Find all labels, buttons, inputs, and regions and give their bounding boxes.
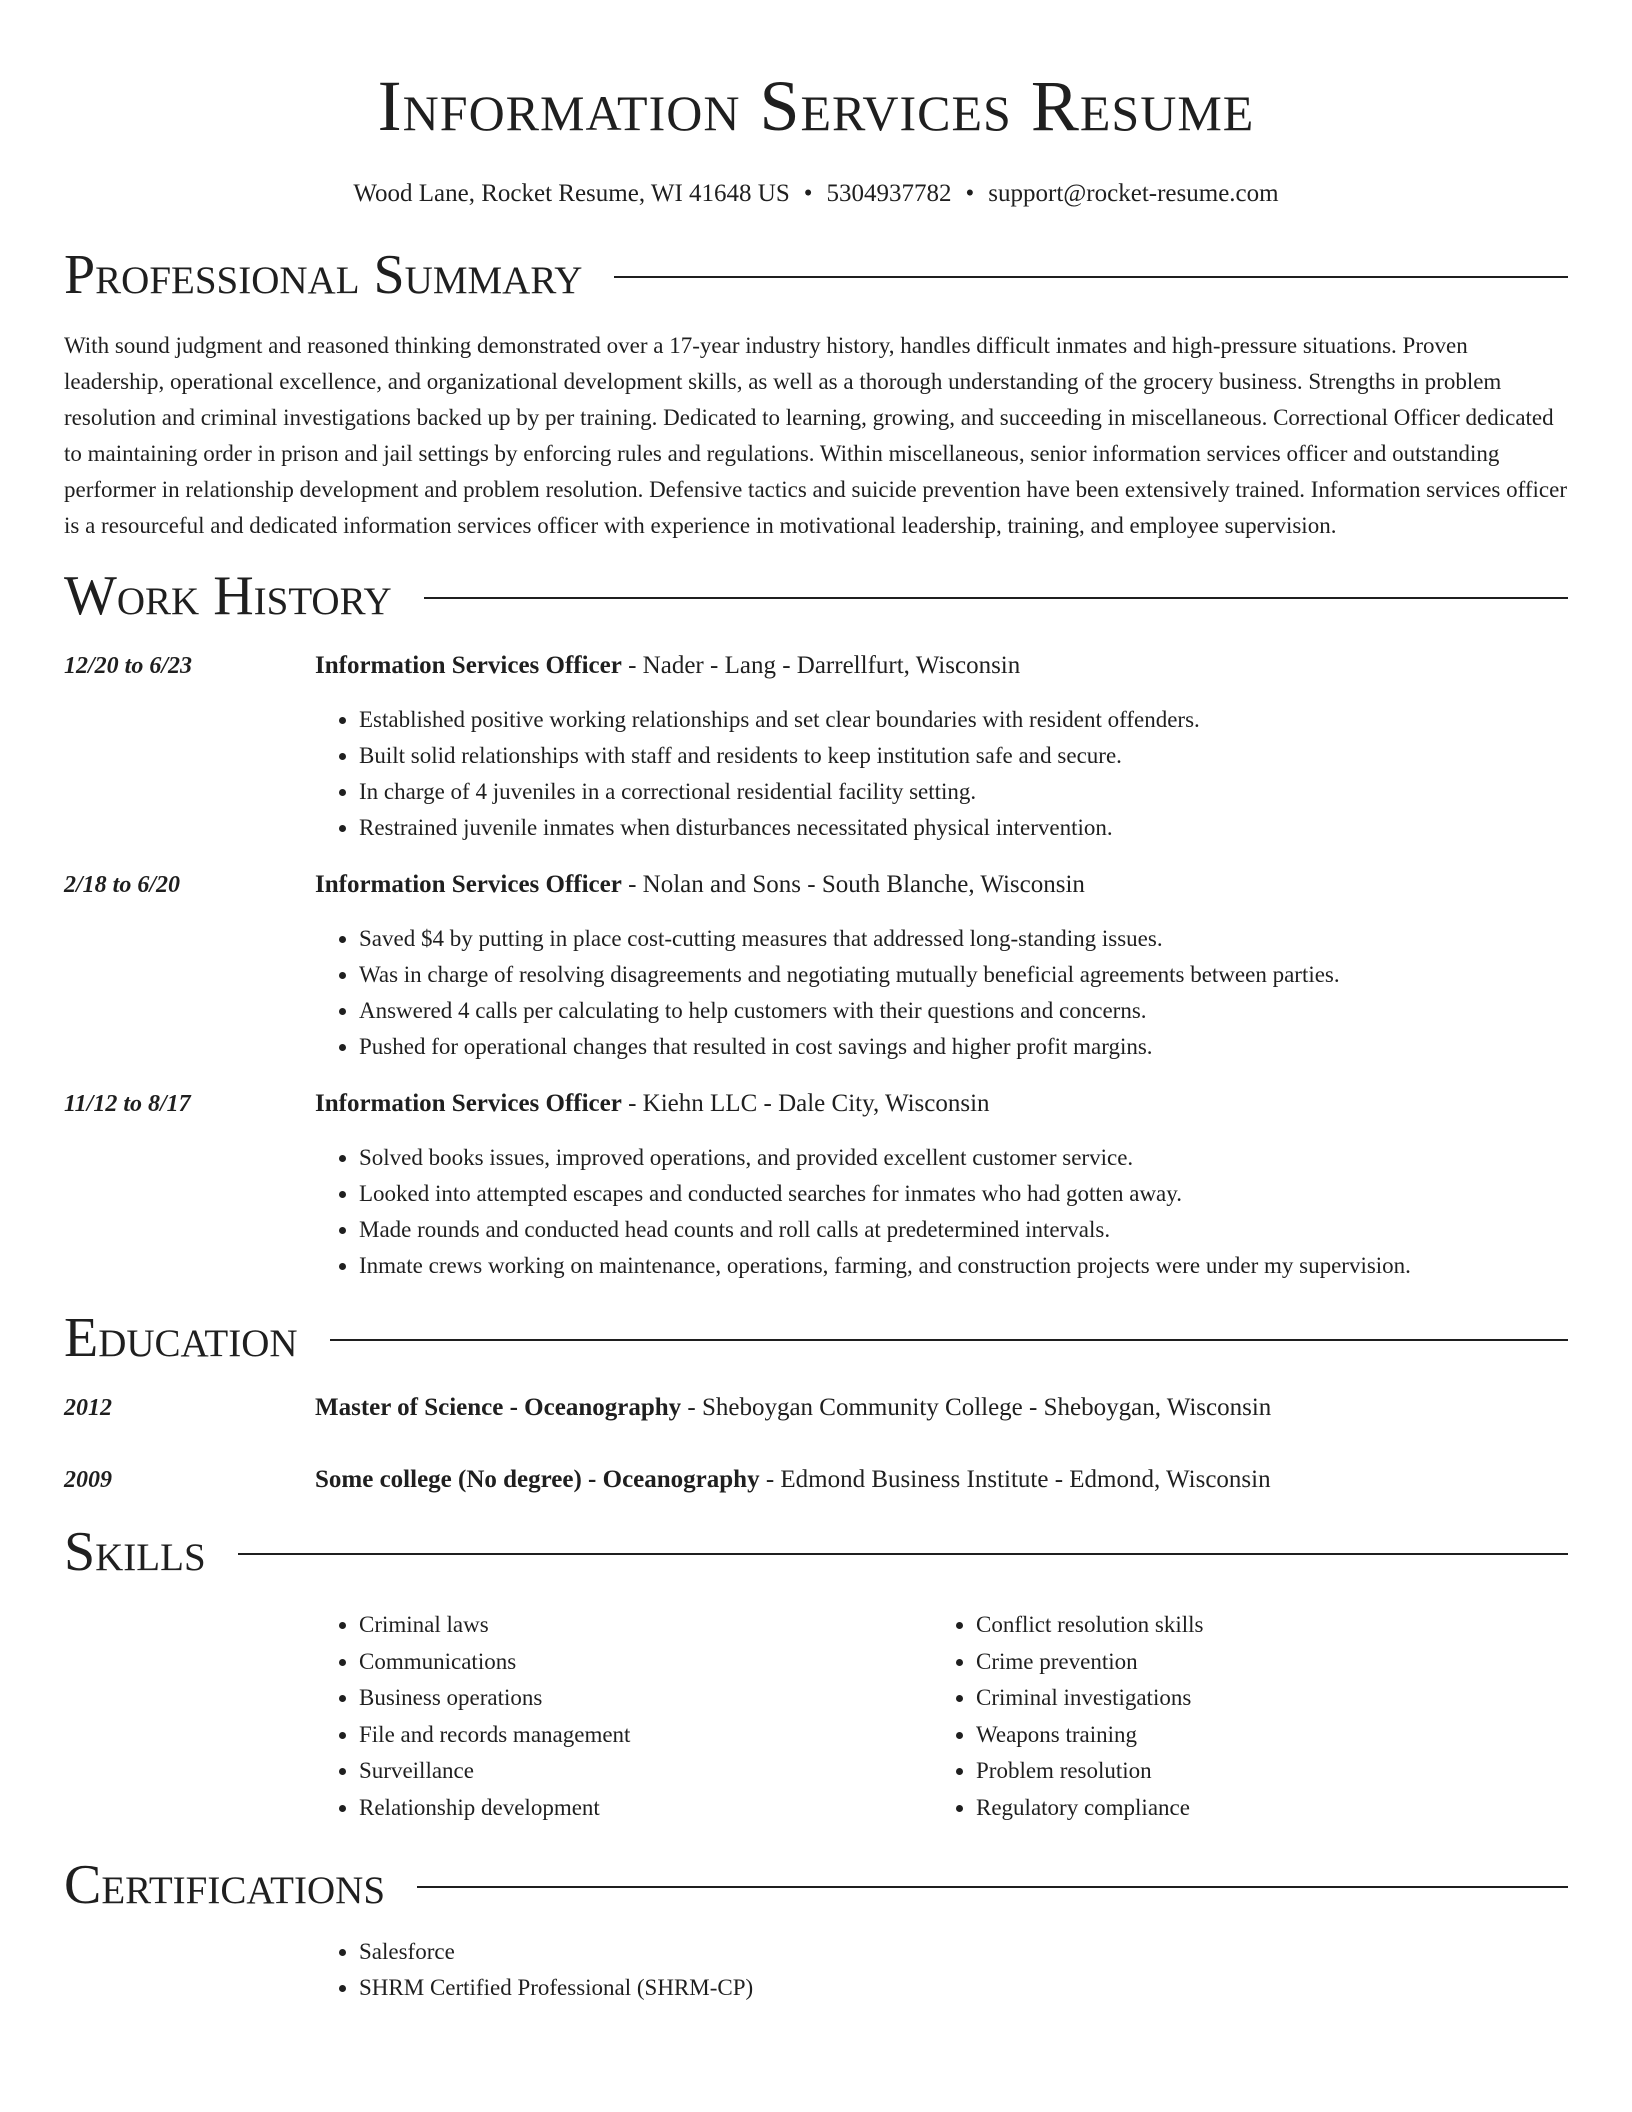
list-item: • Business operations (359, 1680, 976, 1717)
job-bullets (315, 1140, 1568, 1284)
education-degree: Master of Science - Oceanography (315, 1394, 682, 1421)
certifications-list (64, 1934, 1568, 2006)
list-item: • Built solid relationships with staff and residents to keep institution safe and secure. (359, 738, 1568, 774)
skills-list (315, 1607, 1568, 1826)
summary-heading: Professional Summary (64, 244, 583, 306)
section-divider (417, 1886, 1568, 1888)
list-item: • Saved $4 by putting in place cost-cutting measures that addressed long-standing issues. (359, 921, 1568, 957)
job-title-line (315, 867, 1568, 903)
education-entry (64, 1462, 1568, 1498)
list-item: • Criminal laws (359, 1607, 976, 1644)
skills-section-header (64, 1517, 1568, 1587)
list-item: • Answered 4 calls per calculating to help customers with their questions and concerns. (359, 993, 1568, 1029)
job-details: - Nolan and Sons - South Blanche, Wisconsin (621, 871, 1085, 898)
education-year: 2012 (64, 1395, 112, 1421)
job-title-line (315, 648, 1568, 684)
work-heading: Work History (64, 565, 392, 627)
job-entry (64, 867, 1568, 1065)
section-divider (330, 1339, 1568, 1341)
contact-separator: • (965, 180, 975, 207)
education-year: 2009 (64, 1467, 112, 1493)
job-entry (64, 648, 1568, 846)
education-section-header (64, 1303, 1568, 1373)
job-title: Information Services Officer (315, 871, 622, 898)
job-details: - Kiehn LLC - Dale City, Wisconsin (621, 1090, 990, 1117)
list-item: • Inmate crews working on maintenance, operations, farming, and construction projects were under my supervision. (359, 1248, 1568, 1284)
job-bullets (315, 921, 1568, 1065)
education-details: - Sheboygan Community College - Sheboygan, Wisconsin (681, 1394, 1272, 1421)
list-item: • File and records management (359, 1717, 976, 1754)
list-item: • Crime prevention (976, 1644, 1203, 1681)
work-section-header (64, 561, 1568, 631)
list-item: • In charge of 4 juveniles in a correctional residential facility setting. (359, 774, 1568, 810)
contact-email: support@rocket-resume.com (988, 180, 1279, 207)
list-item: • Looked into attempted escapes and conducted searches for inmates who had gotten away. (359, 1176, 1568, 1212)
job-dates: 12/20 to 6/23 (64, 653, 193, 679)
job-bullets (315, 702, 1568, 846)
certifications-section-header (64, 1850, 1568, 1920)
list-item: • Conflict resolution skills (976, 1607, 1203, 1644)
summary-text: With sound judgment and reasoned thinking demonstrated over a 17-year industry history, handles difficult inmates and high-pressure situations. Proven leadership, operational excellence, and organizational development skills, as well as a thorough understanding of the grocery business. Strengths in problem resolution and criminal investigations backed up by per training. Dedicated to learning, growing, and succeeding in miscellaneous. Correctional Officer dedicated to maintaining order in prison and jail settings by enforcing rules and regulations. Within miscellaneous, senior information services officer and outstanding performer in relationship development and problem resolution. Defensive tactics and suicide prevention have been extensively trained. Information services officer is a resourceful and dedicated information services officer with experience in motivational leadership, training, and employee supervision. (64, 333, 1567, 538)
list-item: • SHRM Certified Professional (SHRM-CP) (359, 1970, 1568, 2006)
list-item: • Salesforce (359, 1934, 1568, 1970)
section-divider (238, 1553, 1568, 1555)
job-title-line (315, 1086, 1568, 1122)
education-degree: Some college (No degree) - Oceanography (315, 1466, 760, 1493)
resume-page (64, 0, 1568, 2006)
list-item: • Problem resolution (976, 1753, 1203, 1790)
contact-separator: • (803, 180, 813, 207)
skills-heading: Skills (64, 1521, 206, 1583)
list-item: • Criminal investigations (976, 1680, 1203, 1717)
list-item: • Restrained juvenile inmates when disturbances necessitated physical intervention. (359, 810, 1568, 846)
job-entry (64, 1086, 1568, 1284)
list-item: • Regulatory compliance (976, 1790, 1203, 1827)
education-details: - Edmond Business Institute - Edmond, Wisconsin (759, 1466, 1271, 1493)
list-item: • Relationship development (359, 1790, 976, 1827)
education-entry (64, 1390, 1568, 1426)
contact-address: Wood Lane, Rocket Resume, WI 41648 US (353, 180, 790, 207)
certifications-heading: Certifications (64, 1854, 386, 1916)
summary-section-header (64, 240, 1568, 310)
list-item: • Was in charge of resolving disagreements and negotiating mutually beneficial agreements between parties. (359, 957, 1568, 993)
education-line (315, 1390, 1271, 1426)
list-item: • Made rounds and conducted head counts and roll calls at predetermined intervals. (359, 1212, 1568, 1248)
list-item: • Established positive working relationships and set clear boundaries with resident offenders. (359, 702, 1568, 738)
list-item: • Solved books issues, improved operations, and provided excellent customer service. (359, 1140, 1568, 1176)
list-item: • Surveillance (359, 1753, 976, 1790)
section-divider (614, 276, 1568, 278)
list-item: • Pushed for operational changes that resulted in cost savings and higher profit margins. (359, 1029, 1568, 1065)
job-details: - Nader - Lang - Darrellfurt, Wisconsin (621, 652, 1021, 679)
section-divider (424, 597, 1568, 599)
job-title: Information Services Officer (315, 1090, 622, 1117)
contact-phone: 5304937782 (826, 180, 952, 207)
skills-column-right (932, 1607, 1203, 1826)
job-dates: 11/12 to 8/17 (64, 1091, 191, 1117)
resume-title: Information Services Resume (377, 66, 1255, 146)
contact-line (64, 178, 1568, 210)
skills-column-left (315, 1607, 976, 1826)
list-item: • Weapons training (976, 1717, 1203, 1754)
education-line (315, 1462, 1271, 1498)
list-item: • Communications (359, 1644, 976, 1681)
job-dates: 2/18 to 6/20 (64, 872, 181, 898)
job-title: Information Services Officer (315, 652, 622, 679)
education-heading: Education (64, 1307, 298, 1369)
